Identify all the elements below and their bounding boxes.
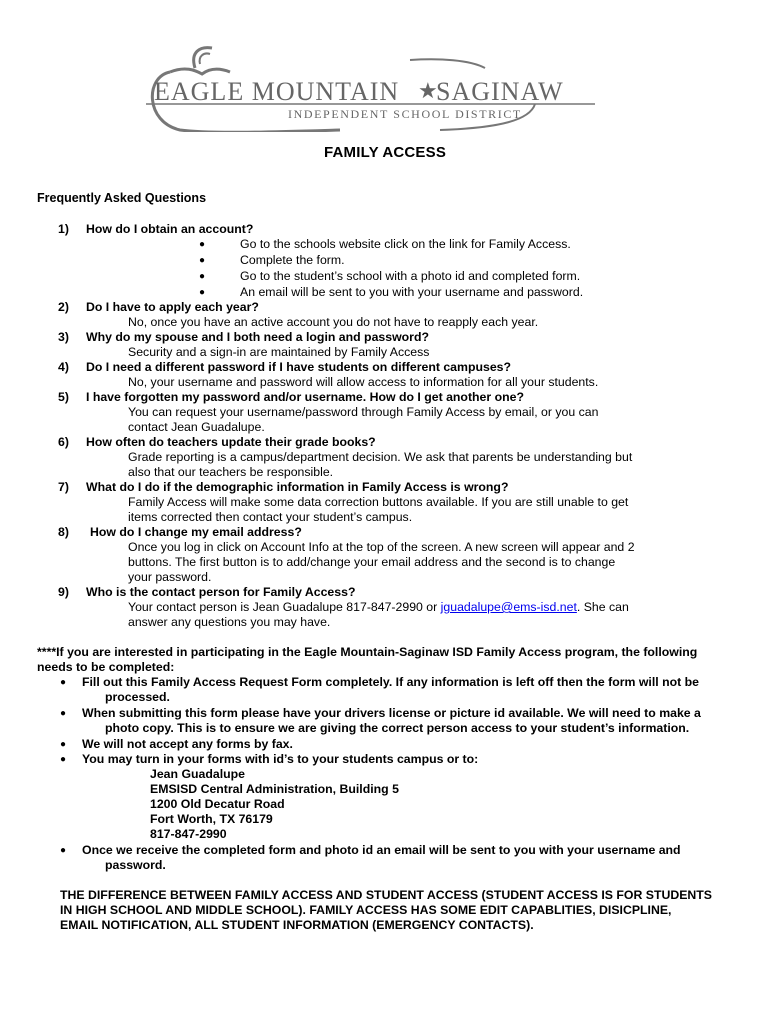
address-line: Jean Guadalupe [150, 767, 245, 781]
notice-text: needs to be completed: [37, 660, 175, 674]
apple-logo-mark [140, 42, 600, 132]
q1-bullet: Go to the schools website click on the link for Family Access. [240, 237, 571, 251]
notice-text: ****If you are interested in participating in the Eagle Mountain-Saginaw ISD Family Access program, the following [37, 645, 698, 659]
q6-answer: also that our teachers be responsible. [128, 465, 334, 479]
bullet-icon: ● [199, 271, 206, 282]
requirement-item: processed. [105, 690, 170, 704]
address-line: 1200 Old Decatur Road [150, 797, 285, 811]
q1-bullet: Complete the form. [240, 253, 345, 267]
requirement-item: password. [105, 858, 166, 872]
q1-question: How do I obtain an account? [86, 222, 254, 236]
q7-number: 7) [58, 480, 69, 494]
faq-heading: Frequently Asked Questions [37, 191, 207, 205]
address-line: Fort Worth, TX 76179 [150, 812, 273, 826]
q9-number: 9) [58, 585, 69, 599]
bullet-icon: ● [199, 239, 206, 250]
q4-answer: No, your username and password will allow access to information for all your students. [128, 375, 599, 389]
q2-answer: No, once you have an active account you do not have to reapply each year. [128, 315, 539, 329]
requirement-item: When submitting this form please have your drivers license or picture id available. We will need to make a [82, 706, 701, 720]
page-title: FAMILY ACCESS [323, 144, 447, 161]
closing-text: THE DIFFERENCE BETWEEN FAMILY ACCESS AND STUDENT ACCESS (STUDENT ACCESS IS FOR STUDENTS [60, 888, 713, 902]
q4-number: 4) [58, 360, 69, 374]
q1-bullet: An email will be sent to you with your username and password. [240, 285, 584, 299]
closing-text: EMAIL NOTIFICATION, ALL STUDENT INFORMATION (EMERGENCY CONTACTS). [60, 918, 534, 932]
q6-answer: Grade reporting is a campus/department decision. We ask that parents be understanding but [128, 450, 633, 464]
q7-question: What do I do if the demographic information in Family Access is wrong? [86, 480, 509, 494]
q2-question: Do I have to apply each year? [86, 300, 259, 314]
logo-text-1: EAGLE MOUNTAIN [154, 77, 400, 106]
requirement-item: We will not accept any forms by fax. [82, 737, 293, 751]
district-logo [140, 42, 600, 132]
q9-answer-text: . She can [576, 600, 629, 614]
bullet-icon: ● [199, 287, 206, 298]
q8-number: 8) [58, 525, 69, 539]
q1-number: 1) [58, 222, 69, 236]
bullet-icon: ● [60, 739, 67, 750]
bullet-icon: ● [60, 845, 67, 856]
bullet-icon: ● [199, 255, 206, 266]
q8-answer: your password. [128, 570, 212, 584]
q9-question: Who is the contact person for Family Access? [86, 585, 356, 599]
q7-answer: Family Access will make some data correction buttons available. If you are still unable to get [128, 495, 629, 509]
address-line: EMSISD Central Administration, Building 5 [150, 782, 399, 796]
q3-question: Why do my spouse and I both need a login and password? [86, 330, 429, 344]
requirement-item: You may turn in your forms with id’s to your students campus or to: [82, 752, 479, 766]
bullet-icon: ● [60, 708, 67, 719]
requirement-item: Fill out this Family Access Request Form completely. If any information is left off then the form will not be [82, 675, 699, 689]
q9-answer: answer any questions you may have. [128, 615, 331, 629]
q2-number: 2) [58, 300, 69, 314]
q8-answer: buttons. The first button is to add/change your email address and the second is to change [128, 555, 616, 569]
q5-answer: You can request your username/password through Family Access by email, or you can [128, 405, 599, 419]
logo-text-2: SAGINAW [436, 77, 564, 106]
requirement-item: photo copy. This is to ensure we are giving the correct person access to your student’s information. [105, 721, 690, 735]
q6-number: 6) [58, 435, 69, 449]
q5-answer: contact Jean Guadalupe. [128, 420, 265, 434]
q4-question: Do I need a different password if I have students on different campuses? [86, 360, 512, 374]
q3-answer: Security and a sign-in are maintained by Family Access [128, 345, 430, 359]
q9-answer-text: Your contact person is Jean Guadalupe 817-847-2990 or [128, 600, 441, 614]
q7-answer: items corrected then contact your student’s campus. [128, 510, 413, 524]
contact-email-link[interactable]: jguadalupe@ems-isd.net [440, 600, 577, 614]
address-line: 817-847-2990 [150, 827, 227, 841]
q6-question: How often do teachers update their grade books? [86, 435, 376, 449]
q8-answer: Once you log in click on Account Info at the top of the screen. A new screen will appear and 2 [128, 540, 635, 554]
bullet-icon: ● [60, 754, 67, 765]
q5-number: 5) [58, 390, 69, 404]
closing-text: IN HIGH SCHOOL AND MIDDLE SCHOOL). FAMILY ACCESS HAS SOME EDIT CAPABLITIES, DISICPLINE, [60, 903, 672, 917]
star-icon: ★ [418, 79, 438, 104]
requirement-item: Once we receive the completed form and photo id an email will be sent to you with your username and [82, 843, 681, 857]
q9-answer [128, 600, 629, 615]
q1-bullet: Go to the student’s school with a photo id and completed form. [240, 269, 581, 283]
bullet-icon: ● [60, 677, 67, 688]
logo-text-3: INDEPENDENT SCHOOL DISTRICT [288, 107, 522, 121]
q3-number: 3) [58, 330, 69, 344]
q8-question: How do I change my email address? [90, 525, 302, 539]
q5-question: I have forgotten my password and/or username. How do I get another one? [86, 390, 524, 404]
